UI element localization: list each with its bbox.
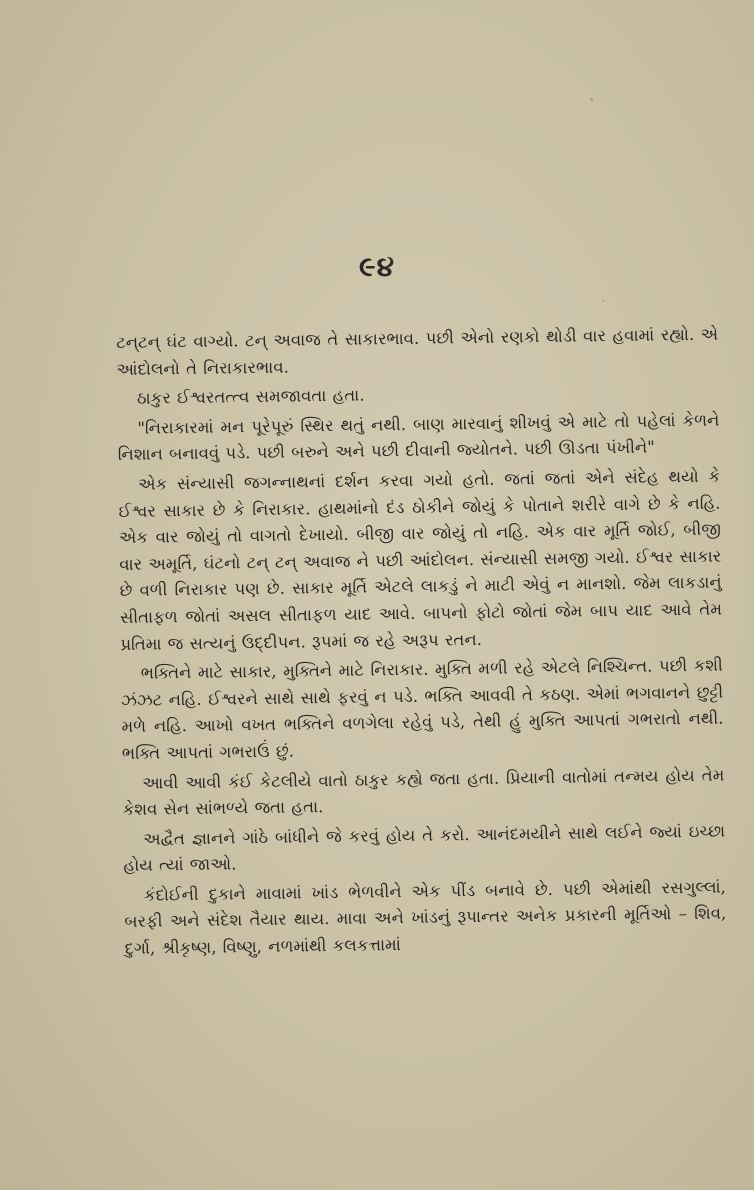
paragraph: એક સંન્યાસી જગન્નાથનાં દર્શન કરવા ગયો હતો. જતાં જતાં એને સંદેહ થયો કે ઈશ્વર સાકાર છે કે નિરાકાર. હાથમાંનો દંડ ઠોકીને જોયું કે પોતાને શરીરે વાગે છે કે નહિ. એક વાર જોયું તો વાગતો દેખાયો. બીજી વાર જોયું તો નહિ. એક વાર મૂર્તિ જોઈ, બીજી વાર અમૂર્તિ, ઘંટનો ટન્‌ ટન્‌ અવાજ ને પછી આંદોલન. સંન્યાસી સમજી ગયો. ઈશ્વર સાકાર છે વળી નિરાકાર પણ છે. સાકાર મૂર્તિ એટલે લાકડું ને માટી એવું ન માનશો. જેમ લાકડાનું સીતાફળ જોતાં અસલ સીતાફળ યાદ આવે. બાપનો ફોટો જોતાં જેમ બાપ યાદ આવે તેમ પ્રતિમા જ સત્યનું ઉદ્દીપન. રૂપમાં જ રહે અરૂપ રતન. [118, 466, 723, 654]
paragraph: ઠાકુર ઈશ્વરતત્ત્વ સમજાવતા હતા. [136, 385, 365, 408]
paragraph: ભક્તિને માટે સાકાર, મુક્તિને માટે નિરાકાર. મુક્તિ મળી રહે એટલે નિશ્ચિન્ત. પછી કશી ઝંઝટ નહિ. ઈશ્વરને સાથે સાથે ફરવું ન પડે. ભક્તિ આવવી તે કઠણ. એમાં ભગવાનને છુટ્ટી મળે નહિ. આખો વખત ભક્તિને વળગેલા રહેવું પડે, તેથી હું મુક્તિ આપતાં ગભરાતો નથી. ભક્તિ આપતાં ગભરાઉં છું. [121, 655, 724, 763]
paper-speck [590, 98, 593, 101]
paragraph: "નિરાકારમાં મન પૂરેપૂરું સ્થિર થતું નથી. બાણ મારવાનું શીખવું એ માટે તો પહેલાં કેળને નિશાન બનાવવું પડે. પછી બરુને અને પછી દીવાની જ્યોતને. પછી ઊડતા પંખીને" [117, 410, 720, 465]
page-number: ૯૪ [359, 250, 395, 283]
body-text [116, 322, 727, 966]
paper-speck [602, 300, 604, 302]
paragraph: કંદોઈની દુકાને માવામાં ખાંડ ભેળવીને એક પીંડ બનાવે છે. પછી એમાંથી રસગુલ્લાં, બરફી અને સંદેશ તૈયાર થાય. માવા અને ખાંડનું રૂપાન્તર અનેક પ્રકારની મૂર્તિઓ – શિવ, દુર્ગા, શ્રીકૃષ્ણ, વિષ્ણુ, નળમાંથી કલકત્તામાં [124, 877, 727, 959]
paragraph: ટન્‌ટન્‌ ઘંટ વાગ્યો. ટન્‌ અવાજ તે સાકારભાવ. પછી એનો રણકો થોડી વાર હવામાં રહ્યો. એ આંદોલનો તે નિરાકારભાવ. [116, 324, 719, 379]
paragraph: અદ્વૈત જ્ઞાનને ગાંઠે બાંધીને જે કરવું હોય તે કરો. આનંદમયીને સાથે લઈને જ્યાં ઇચ્છા હોય ત્યાં જાઓ. [123, 821, 726, 876]
paragraph: આવી આવી કંઈ કેટલીયે વાતો ઠાકુર કહ્યે જતા હતા. પ્રિયાની વાતોમાં તન્મય હોય તેમ કેશવ સેન સાંભળ્યે જતા હતા. [122, 765, 725, 820]
